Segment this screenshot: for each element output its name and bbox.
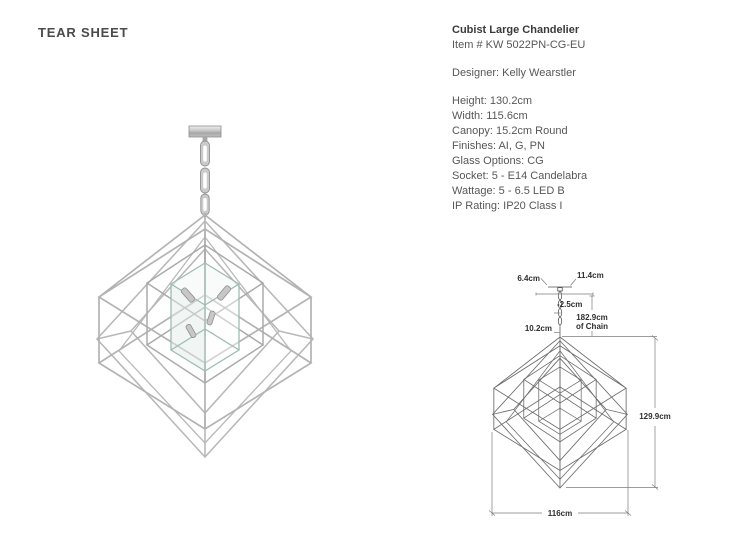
spec-height: Height: 130.2cm xyxy=(452,95,533,107)
spacer xyxy=(452,53,682,66)
dim-fixture-width-label: 116cm xyxy=(547,509,573,518)
dimension-lines xyxy=(489,279,658,517)
spec-glass-options: Glass Options: CG xyxy=(452,155,544,167)
chandelier-wireframe xyxy=(97,215,313,457)
page-title: TEAR SHEET xyxy=(38,25,129,40)
spec-wattage: Wattage: 5 - 6.5 LED B xyxy=(452,185,565,197)
dim-fixture-height-label: 129.9cm xyxy=(639,412,671,421)
dim-chain-length-label-line2: of Chain xyxy=(576,322,608,331)
product-item-number: Item # KW 5022PN-CG-EU xyxy=(452,39,586,51)
dim-chain-link-width-label: -2.5cm xyxy=(557,300,583,309)
product-info xyxy=(452,23,682,214)
spec-width: Width: 115.6cm xyxy=(452,110,528,122)
chain xyxy=(201,141,210,217)
drawing-wireframe xyxy=(493,337,628,488)
dim-chain-length-label-line1: 182.9cm xyxy=(576,313,608,322)
spec-canopy: Canopy: 15.2cm Round xyxy=(452,125,568,137)
spec-finishes: Finishes: AI, G, PN xyxy=(452,140,545,152)
dim-chain-link-length-label: 10.2cm xyxy=(524,324,552,333)
spec-ip-rating: IP Rating: IP20 Class I xyxy=(452,200,563,212)
dim-canopy-width-label: 11.4cm xyxy=(577,271,604,280)
product-designer: Designer: Kelly Wearstler xyxy=(452,67,576,79)
dimension-drawing xyxy=(480,260,750,532)
drawing-canopy xyxy=(548,287,572,291)
drawing-chain xyxy=(558,292,561,337)
product-photo xyxy=(55,100,365,510)
spacer xyxy=(452,81,682,94)
product-name: Cubist Large Chandelier xyxy=(452,24,580,36)
spec-socket: Socket: 5 - E14 Candelabra xyxy=(452,170,588,182)
dim-canopy-height-label: 6.4cm xyxy=(517,274,540,283)
canopy xyxy=(189,126,221,143)
